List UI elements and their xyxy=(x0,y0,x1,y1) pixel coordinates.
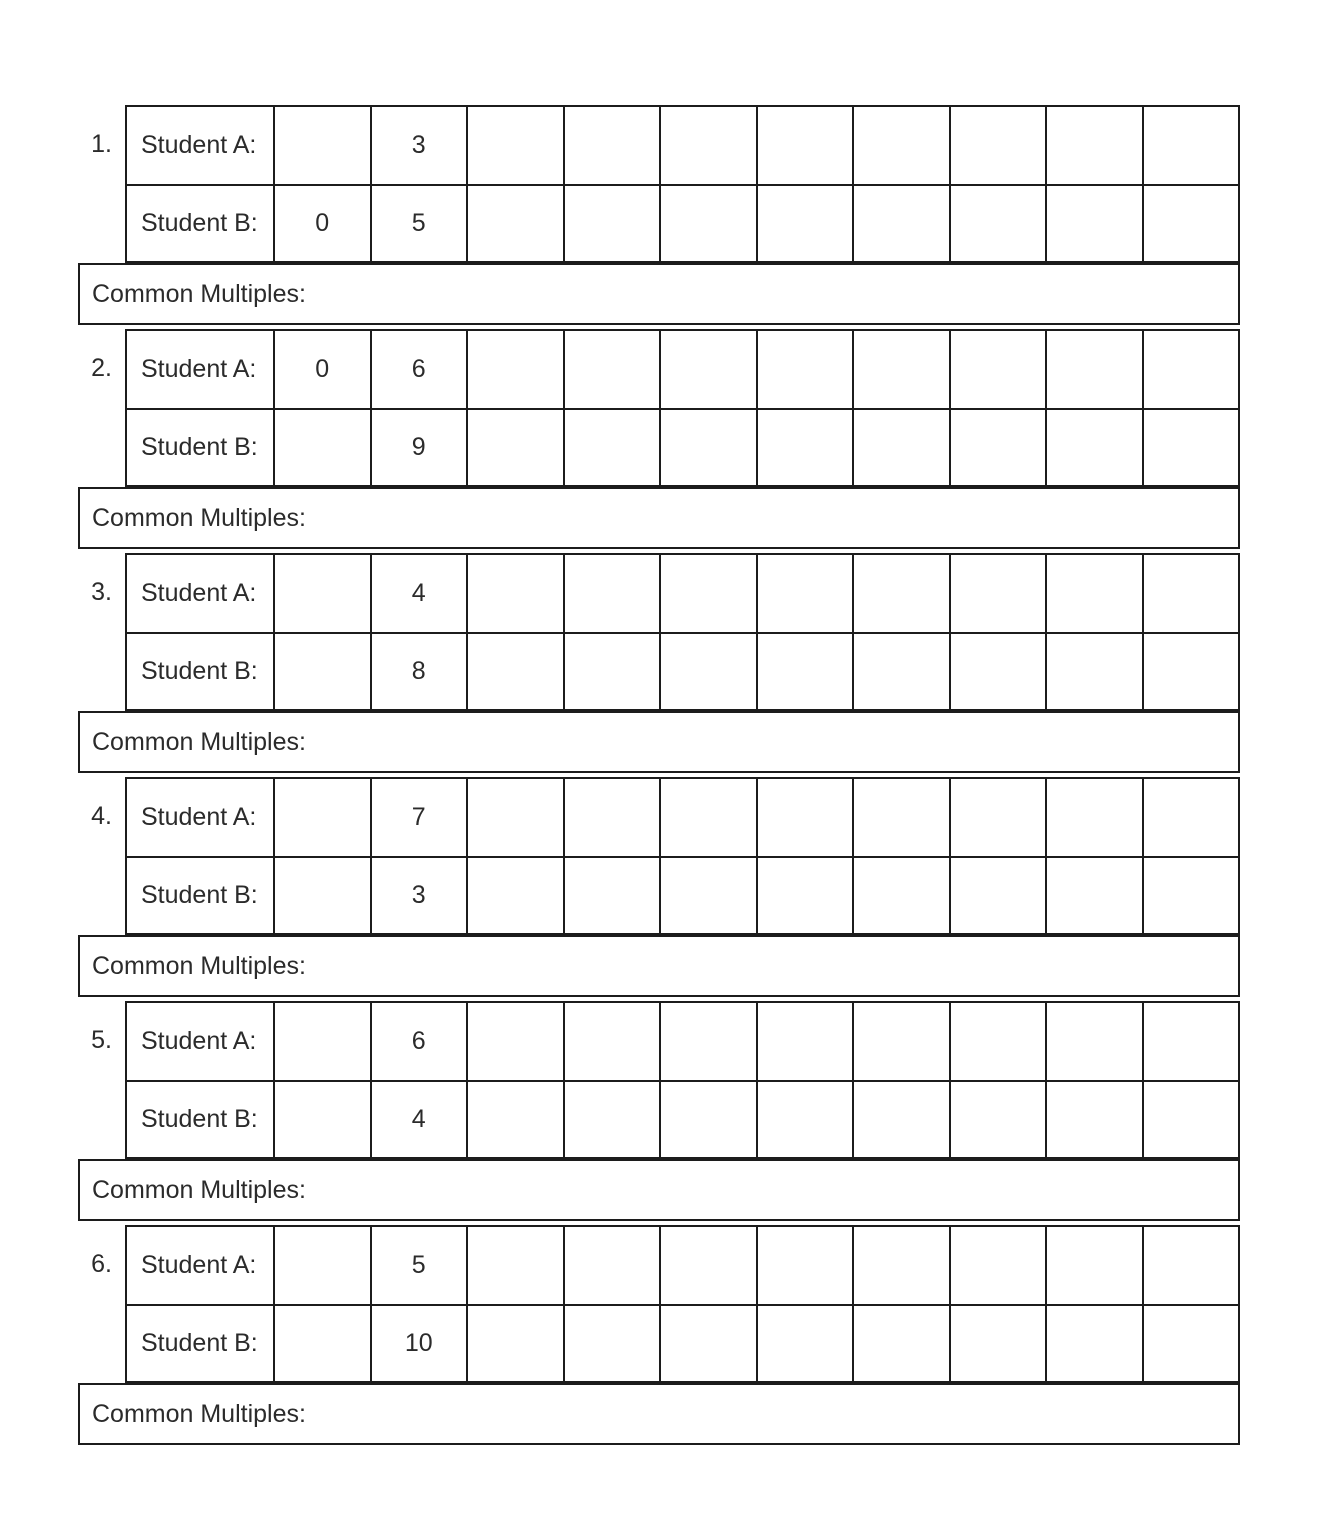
multiple-cell[interactable] xyxy=(468,634,565,709)
problem-block xyxy=(78,1225,1240,1383)
table-row xyxy=(78,105,1240,184)
multiple-cell[interactable] xyxy=(1144,1003,1239,1080)
multiple-cell[interactable] xyxy=(1047,1227,1144,1304)
multiple-cell[interactable]: 3 xyxy=(372,858,469,933)
common-multiples-label: Common Multiples: xyxy=(92,951,306,980)
multiple-cell[interactable] xyxy=(854,107,951,184)
multiple-cell[interactable] xyxy=(1047,410,1144,485)
multiple-cell[interactable] xyxy=(951,1306,1048,1381)
multiple-cell[interactable] xyxy=(661,186,758,261)
row-grid xyxy=(125,553,1240,632)
multiple-cell[interactable] xyxy=(1047,1082,1144,1157)
multiple-cell[interactable] xyxy=(854,1227,951,1304)
multiple-cell[interactable] xyxy=(275,779,372,856)
common-multiples-answer-row[interactable] xyxy=(78,935,1240,997)
multiple-cell[interactable]: 0 xyxy=(275,186,372,261)
multiple-cell[interactable] xyxy=(661,779,758,856)
table-row xyxy=(78,1001,1240,1080)
multiple-cell[interactable] xyxy=(951,331,1048,408)
multiple-cell[interactable] xyxy=(758,1082,855,1157)
student-a-label: Student A: xyxy=(127,1003,275,1080)
multiple-cell[interactable] xyxy=(565,1003,662,1080)
multiple-cell[interactable]: 9 xyxy=(372,410,469,485)
common-multiples-answer-row[interactable] xyxy=(78,263,1240,325)
multiple-cell[interactable] xyxy=(565,1227,662,1304)
multiple-cell[interactable] xyxy=(661,555,758,632)
multiple-cell[interactable] xyxy=(275,107,372,184)
multiple-cell[interactable] xyxy=(758,779,855,856)
multiple-cell[interactable]: 10 xyxy=(372,1306,469,1381)
problem-number-spacer xyxy=(78,1304,125,1383)
row-grid xyxy=(125,1304,1240,1383)
multiple-cell[interactable] xyxy=(951,858,1048,933)
multiple-cell[interactable] xyxy=(468,555,565,632)
row-grid xyxy=(125,408,1240,487)
problem-block xyxy=(78,329,1240,487)
multiple-cell[interactable] xyxy=(1144,1227,1239,1304)
multiple-cell[interactable] xyxy=(758,634,855,709)
multiple-cell[interactable] xyxy=(468,331,565,408)
multiple-cell[interactable] xyxy=(854,1306,951,1381)
student-b-label: Student B: xyxy=(127,1306,275,1381)
multiple-cell[interactable] xyxy=(565,410,662,485)
multiple-cell[interactable] xyxy=(468,1227,565,1304)
multiple-cell[interactable] xyxy=(758,1227,855,1304)
multiple-cell[interactable] xyxy=(758,1306,855,1381)
row-grid xyxy=(125,105,1240,184)
multiple-cell[interactable] xyxy=(565,858,662,933)
table-row xyxy=(78,184,1240,263)
problem-block xyxy=(78,105,1240,263)
multiple-cell[interactable] xyxy=(854,779,951,856)
multiple-cell[interactable] xyxy=(468,186,565,261)
problem-number: 3. xyxy=(91,578,112,606)
student-b-label: Student B: xyxy=(127,1082,275,1157)
multiple-cell[interactable] xyxy=(1144,1082,1239,1157)
multiple-cell[interactable] xyxy=(275,1082,372,1157)
student-a-label: Student A: xyxy=(127,107,275,184)
multiple-cell[interactable] xyxy=(565,555,662,632)
multiple-cell[interactable] xyxy=(1047,186,1144,261)
problem-number: 6. xyxy=(91,1250,112,1278)
multiple-cell[interactable] xyxy=(1144,634,1239,709)
multiple-cell[interactable] xyxy=(565,186,662,261)
problem-number: 2. xyxy=(91,354,112,382)
student-b-label: Student B: xyxy=(127,858,275,933)
multiple-cell[interactable] xyxy=(951,410,1048,485)
common-multiples-label: Common Multiples: xyxy=(92,1175,306,1204)
problem-number-spacer xyxy=(78,856,125,935)
multiple-cell[interactable]: 7 xyxy=(372,779,469,856)
student-a-label: Student A: xyxy=(127,1227,275,1304)
multiple-cell[interactable] xyxy=(1144,1306,1239,1381)
multiple-cell[interactable] xyxy=(275,1227,372,1304)
table-row xyxy=(78,1225,1240,1304)
multiple-cell[interactable] xyxy=(951,779,1048,856)
problem-block xyxy=(78,553,1240,711)
table-row xyxy=(78,553,1240,632)
multiple-cell[interactable] xyxy=(951,555,1048,632)
multiple-cell[interactable] xyxy=(275,858,372,933)
student-a-label: Student A: xyxy=(127,331,275,408)
common-multiples-label: Common Multiples: xyxy=(92,727,306,756)
multiple-cell[interactable] xyxy=(1047,634,1144,709)
table-row xyxy=(78,408,1240,487)
multiple-cell[interactable] xyxy=(1144,331,1239,408)
table-row xyxy=(78,777,1240,856)
multiple-cell[interactable] xyxy=(565,107,662,184)
multiple-cell[interactable] xyxy=(565,331,662,408)
multiple-cell[interactable] xyxy=(661,1227,758,1304)
multiple-cell[interactable] xyxy=(758,858,855,933)
multiple-cell[interactable] xyxy=(854,1003,951,1080)
multiple-cell[interactable]: 8 xyxy=(372,634,469,709)
problem-block xyxy=(78,1001,1240,1159)
multiple-cell[interactable] xyxy=(854,186,951,261)
multiple-cell[interactable] xyxy=(758,331,855,408)
row-grid xyxy=(125,329,1240,408)
table-row xyxy=(78,856,1240,935)
multiple-cell[interactable] xyxy=(661,410,758,485)
multiple-cell[interactable] xyxy=(275,634,372,709)
row-grid xyxy=(125,184,1240,263)
multiple-cell[interactable] xyxy=(661,107,758,184)
multiple-cell[interactable] xyxy=(951,186,1048,261)
multiple-cell[interactable]: 5 xyxy=(372,186,469,261)
multiple-cell[interactable]: 6 xyxy=(372,1003,469,1080)
student-b-label: Student B: xyxy=(127,410,275,485)
multiple-cell[interactable] xyxy=(758,555,855,632)
multiple-cell[interactable] xyxy=(951,1003,1048,1080)
multiple-cell[interactable] xyxy=(661,1082,758,1157)
multiple-cell[interactable] xyxy=(468,107,565,184)
student-b-label: Student B: xyxy=(127,634,275,709)
problem-number-spacer xyxy=(78,184,125,263)
row-grid xyxy=(125,632,1240,711)
multiple-cell[interactable] xyxy=(565,634,662,709)
multiple-cell[interactable] xyxy=(468,1082,565,1157)
multiple-cell[interactable] xyxy=(951,634,1048,709)
multiple-cell[interactable] xyxy=(854,1082,951,1157)
multiple-cell[interactable]: 5 xyxy=(372,1227,469,1304)
multiple-cell[interactable] xyxy=(275,555,372,632)
student-b-label: Student B: xyxy=(127,186,275,261)
multiple-cell[interactable]: 4 xyxy=(372,555,469,632)
multiple-cell[interactable] xyxy=(951,107,1048,184)
multiple-cell[interactable] xyxy=(1144,779,1239,856)
multiple-cell[interactable]: 0 xyxy=(275,331,372,408)
common-multiples-answer-row[interactable] xyxy=(78,1383,1240,1445)
problem-number: 1. xyxy=(91,130,112,158)
common-multiples-label: Common Multiples: xyxy=(92,279,306,308)
table-row xyxy=(78,1080,1240,1159)
multiple-cell[interactable] xyxy=(1047,858,1144,933)
multiple-cell[interactable] xyxy=(1047,779,1144,856)
multiple-cell[interactable] xyxy=(758,1003,855,1080)
common-multiples-answer-row[interactable] xyxy=(78,711,1240,773)
table-row xyxy=(78,1304,1240,1383)
problem-number: 4. xyxy=(91,802,112,830)
multiple-cell[interactable] xyxy=(758,107,855,184)
multiple-cell[interactable] xyxy=(661,1306,758,1381)
table-row xyxy=(78,329,1240,408)
multiple-cell[interactable] xyxy=(758,410,855,485)
common-multiples-answer-row[interactable] xyxy=(78,1159,1240,1221)
multiple-cell[interactable] xyxy=(468,1003,565,1080)
problem-number-spacer xyxy=(78,1080,125,1159)
multiple-cell[interactable] xyxy=(1047,555,1144,632)
common-multiples-label: Common Multiples: xyxy=(92,503,306,532)
multiple-cell[interactable] xyxy=(565,779,662,856)
problem-number-spacer xyxy=(78,632,125,711)
multiple-cell[interactable] xyxy=(854,331,951,408)
multiple-cell[interactable] xyxy=(1144,186,1239,261)
multiple-cell[interactable]: 6 xyxy=(372,331,469,408)
multiple-cell[interactable] xyxy=(275,1306,372,1381)
problem-number-spacer xyxy=(78,408,125,487)
multiple-cell[interactable] xyxy=(468,1306,565,1381)
student-a-label: Student A: xyxy=(127,779,275,856)
multiple-cell[interactable] xyxy=(1144,410,1239,485)
row-grid xyxy=(125,777,1240,856)
multiple-cell[interactable] xyxy=(1047,107,1144,184)
row-grid xyxy=(125,1001,1240,1080)
multiple-cell[interactable] xyxy=(854,858,951,933)
multiple-cell[interactable] xyxy=(758,186,855,261)
multiple-cell[interactable] xyxy=(854,634,951,709)
multiple-cell[interactable] xyxy=(1144,107,1239,184)
row-grid xyxy=(125,856,1240,935)
multiple-cell[interactable] xyxy=(468,410,565,485)
multiple-cell[interactable] xyxy=(275,410,372,485)
multiple-cell[interactable] xyxy=(661,1003,758,1080)
multiple-cell[interactable] xyxy=(1047,1003,1144,1080)
multiple-cell[interactable] xyxy=(854,555,951,632)
table-row xyxy=(78,632,1240,711)
multiple-cell[interactable] xyxy=(854,410,951,485)
multiple-cell[interactable] xyxy=(565,1082,662,1157)
common-multiples-label: Common Multiples: xyxy=(92,1399,306,1428)
multiple-cell[interactable] xyxy=(951,1227,1048,1304)
row-grid xyxy=(125,1225,1240,1304)
student-a-label: Student A: xyxy=(127,555,275,632)
multiple-cell[interactable] xyxy=(1144,555,1239,632)
multiple-cell[interactable]: 4 xyxy=(372,1082,469,1157)
multiple-cell[interactable] xyxy=(1047,331,1144,408)
multiple-cell[interactable] xyxy=(661,858,758,933)
multiple-cell[interactable] xyxy=(951,1082,1048,1157)
multiple-cell[interactable]: 3 xyxy=(372,107,469,184)
common-multiples-answer-row[interactable] xyxy=(78,487,1240,549)
problem-block xyxy=(78,777,1240,935)
multiple-cell[interactable] xyxy=(1047,1306,1144,1381)
multiple-cell[interactable] xyxy=(468,858,565,933)
multiple-cell[interactable] xyxy=(1144,858,1239,933)
multiple-cell[interactable] xyxy=(661,634,758,709)
row-grid xyxy=(125,1080,1240,1159)
multiple-cell[interactable] xyxy=(661,331,758,408)
multiple-cell[interactable] xyxy=(275,1003,372,1080)
multiple-cell[interactable] xyxy=(565,1306,662,1381)
multiple-cell[interactable] xyxy=(468,779,565,856)
problem-number: 5. xyxy=(91,1026,112,1054)
